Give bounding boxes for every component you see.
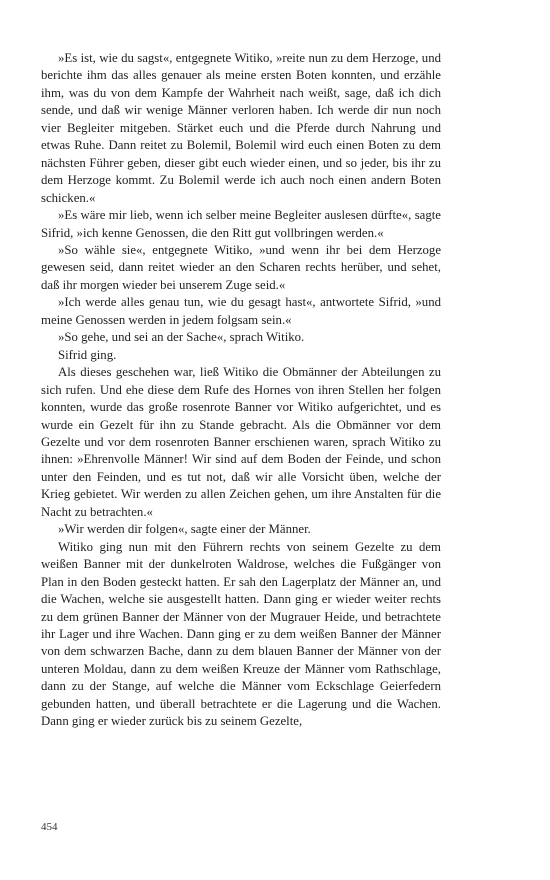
- paragraph: Als dieses geschehen war, ließ Witiko die Obmänner der Abteilungen zu sich rufen. Und ehe diese dem Rufe des Hornes von ihren Stellen her folgen konnten, wurde das große rosenrote Banner vor Witiko aufgerichtet, und es wurde ein Gezelt für ihn zu Stande gebracht. Als die Obmänner vor dem Gezelte und vor dem rosenroten Banner erschienen waren, sprach Witiko zu ihnen: »Ehrenvolle Männer! Wir sind auf dem Boden der Feinde, und schon unter den Feinden, und es tut not, daß wir alle Vorsicht üben, welche der Krieg gebietet. Wir werden zu allen Zeichen gehen, um ihre Anstalten für die Nacht zu betrachten.«: [41, 365, 441, 519]
- page-number: 454: [41, 821, 58, 833]
- book-page-text: [41, 50, 441, 731]
- paragraph: »Ich werde alles genau tun, wie du gesagt hast«, antwortete Sifrid, »und meine Genossen werden in jedem folgsam sein.«: [41, 295, 441, 327]
- paragraph: »Es ist, wie du sagst«, entgegnete Witiko, »reite nun zu dem Herzoge, und berichte ihm das alles genauer als meine ersten Boten konnten, und erzähle ihm, was du von dem Kampfe der Wahrheit nach weißt, sage, daß ich dich sende, und daß wir wenige Männer verloren haben. Ich werde dir nun noch vier Begleiter mitgeben. Stärket euch und die Pferde durch Nahrung und etwas Ruhe. Dann reitet zu Bolemil, Bolemil wird euch einen Boten zu dem nächsten Führer geben, dieser gibt euch wieder einen, und so jeder, bis ihr zu dem Herzoge kommt. Zu Bolemil werde ich auch noch einen andern Boten schicken.«: [41, 51, 441, 205]
- paragraph: »So gehe, und sei an der Sache«, sprach Witiko.: [58, 330, 305, 345]
- paragraph: »Es wäre mir lieb, wenn ich selber meine Begleiter auslesen dürfte«, sagte Sifrid, »ich kenne Genossen, die den Ritt gut vollbringen werden.«: [41, 208, 441, 240]
- paragraph: »Wir werden dir folgen«, sagte einer der Männer.: [58, 522, 311, 537]
- paragraph: »So wähle sie«, entgegnete Witiko, »und wenn ihr bei dem Herzoge gewesen seid, dann reitet wieder an den Scharen rechts herüber, und sehet, daß ihr morgen wieder bei unserem Zuge seid.«: [41, 242, 441, 292]
- paragraph: Sifrid ging.: [58, 347, 117, 362]
- paragraph: Witiko ging nun mit den Führern rechts von seinem Gezelte zu dem weißen Banner mit der dunkelroten Waldrose, welches die Fußgänger von Plan in den Boden gesteckt hatten. Er sah den Lagerplatz der Männer an, und die Wachen, welche sie ausgestellt hatten. Dann ging er wieder weiter rechts zu dem grünen Banner der Männer von der Mugrauer Heide, und betrachtete ihr Lager und ihre Wachen. Dann ging er zu dem weißen Banner der Männer von dem schwarzen Bache, dann zu dem blauen Banner der Männer von der unteren Moldau, dann zu dem weißen Kreuze der Männer vom Rathschlage, dann zu der Stange, auf welche die Männer vom Eckschlage Geierfedern gebunden hatten, und überall betrachtete er die Lagerung und die Wachen. Dann ging er wieder zurück bis zu seinem Gezelte,: [41, 539, 441, 729]
